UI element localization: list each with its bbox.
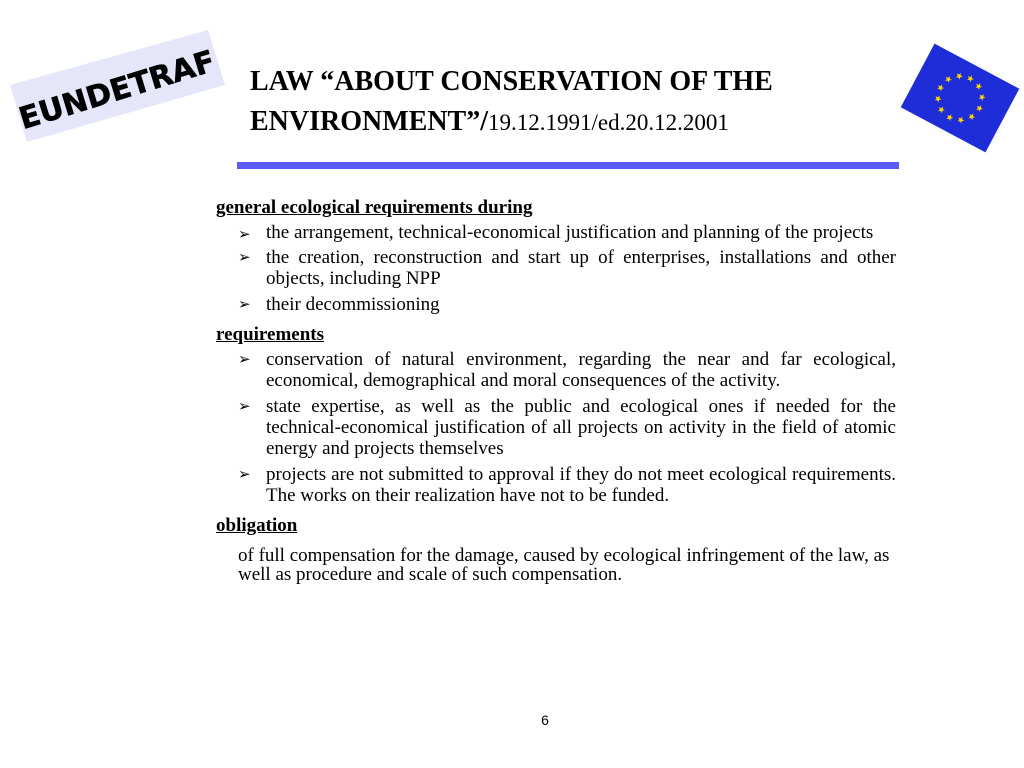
list-item-text: projects are not submitted to approval if they do not meet ecological requirements. The works on their realization have not to be funded. bbox=[266, 464, 896, 506]
list-item-text: their decommissioning bbox=[266, 294, 440, 315]
section-general-requirements bbox=[216, 196, 896, 315]
obligation-paragraph: of full compensation for the damage, caused by ecological infringement of the law, as well as procedure and scale of such compensation. bbox=[238, 545, 890, 585]
arrow-bullet-icon: ➢ bbox=[238, 397, 251, 415]
section-requirements bbox=[216, 323, 896, 506]
list-item bbox=[216, 349, 896, 391]
title-main: LAW “ABOUT CONSERVATION OF THE ENVIRONMENT”/ bbox=[250, 66, 773, 137]
arrow-bullet-icon: ➢ bbox=[238, 248, 251, 266]
arrow-bullet-icon: ➢ bbox=[238, 350, 251, 368]
title-date: 19.12.1991/ed.20.12.2001 bbox=[488, 110, 729, 135]
logo-text: EUNDETRAF bbox=[15, 44, 220, 137]
slide-title bbox=[250, 62, 910, 143]
list-item-text: the creation, reconstruction and start up of enterprises, installations and other objects, including NPP bbox=[266, 247, 896, 289]
list-item bbox=[216, 247, 896, 289]
list-item-text: the arrangement, technical-economical justification and planning of the projects bbox=[266, 222, 874, 243]
eu-flag-icon bbox=[900, 42, 1020, 154]
section-heading: obligation bbox=[216, 515, 298, 536]
list-item-text: conservation of natural environment, regarding the near and far ecological, economical, demographical and moral consequences of the activity. bbox=[266, 349, 896, 391]
logo-graphic bbox=[10, 30, 225, 145]
arrow-bullet-icon: ➢ bbox=[238, 465, 251, 483]
section-obligation bbox=[216, 514, 896, 584]
bullet-list bbox=[216, 224, 896, 315]
list-item bbox=[216, 464, 896, 506]
arrow-bullet-icon: ➢ bbox=[238, 295, 251, 313]
section-heading: general ecological requirements during bbox=[216, 197, 533, 218]
eundetraf-logo bbox=[10, 30, 225, 145]
list-item bbox=[216, 224, 896, 242]
list-item bbox=[216, 294, 896, 315]
bullet-list bbox=[216, 349, 896, 506]
section-heading: requirements bbox=[216, 324, 325, 345]
slide-content bbox=[216, 196, 896, 584]
page-number: 6 bbox=[541, 712, 549, 728]
arrow-bullet-icon: ➢ bbox=[238, 225, 251, 243]
list-item bbox=[216, 396, 896, 459]
list-item-text: state expertise, as well as the public and ecological ones if needed for the technical-economical justification of all projects on activity in the field of atomic energy and projects themselves bbox=[266, 396, 896, 459]
title-underline-bar bbox=[237, 162, 899, 169]
